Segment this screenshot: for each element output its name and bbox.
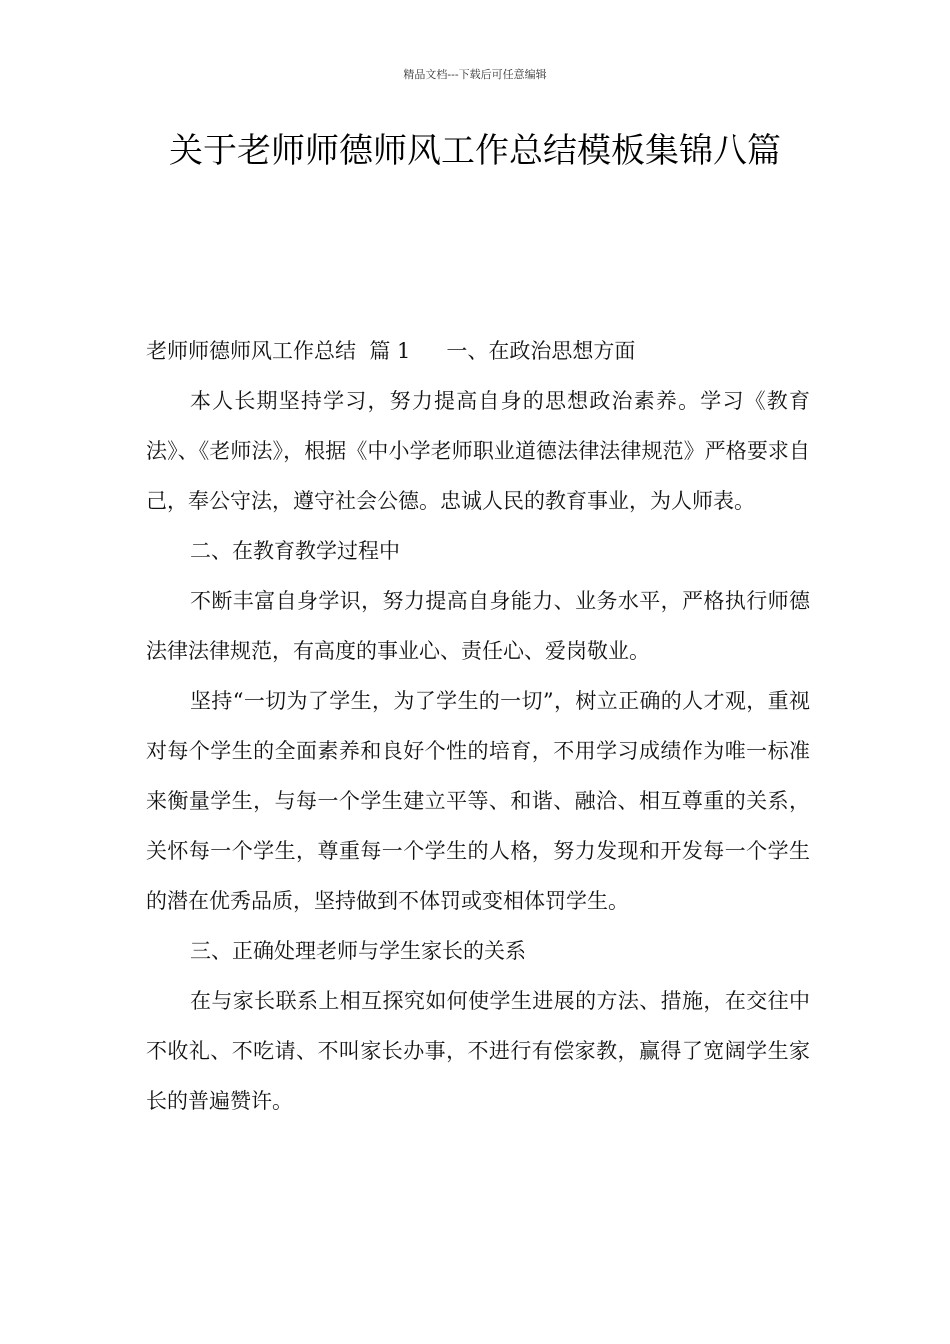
- heading-parent-relations: 三、正确处理老师与学生家长的关系: [190, 939, 526, 963]
- page-header-note: 精品文档---下载后可任意编辑: [403, 68, 547, 81]
- paragraph-student-centered: 坚持“一切为了学生，为了学生的一切”，树立正确的人才观，重视对每个学生的全面素养和良好个性的培育，不用学习成绩作为唯一标准来衡量学生，与每一个学生建立平等、和谐、融洽、相互尊重的关系，关怀每一个学生，尊重每一个学生的人格，努力发现和开发每一个学生的潜在优秀品质，坚持做到不体罚或变相体罚学生。: [146, 689, 810, 913]
- document-title: 关于老师师德师风工作总结模板集锦八篇: [169, 131, 781, 171]
- paragraph-parent-relations: 在与家长联系上相互探究如何使学生进展的方法、措施，在交往中不收礼、不吃请、不叫家长办事，不进行有偿家教，赢得了宽阔学生家长的普遍赞许。: [146, 989, 810, 1113]
- document-body: [146, 326, 810, 1126]
- paragraph-teaching-ability: 不断丰富自身学识，努力提高自身能力、业务水平，严格执行师德法律法律规范，有高度的事业心、责任心、爱岗敬业。: [146, 589, 810, 663]
- heading-political-thought: 一、在政治思想方面: [446, 339, 636, 363]
- section-label: 老师师德师风工作总结 篇 1: [146, 339, 411, 363]
- section-line: [146, 326, 810, 376]
- heading-teaching-process: 二、在教育教学过程中: [190, 539, 400, 563]
- paragraph-political-thought: 本人长期坚持学习，努力提高自身的思想政治素养。学习《教育法》、《老师法》，根据《中小学老师职业道德法律法律规范》严格要求自己，奉公守法，遵守社会公德。忠诚人民的教育事业，为人师表。: [146, 389, 810, 513]
